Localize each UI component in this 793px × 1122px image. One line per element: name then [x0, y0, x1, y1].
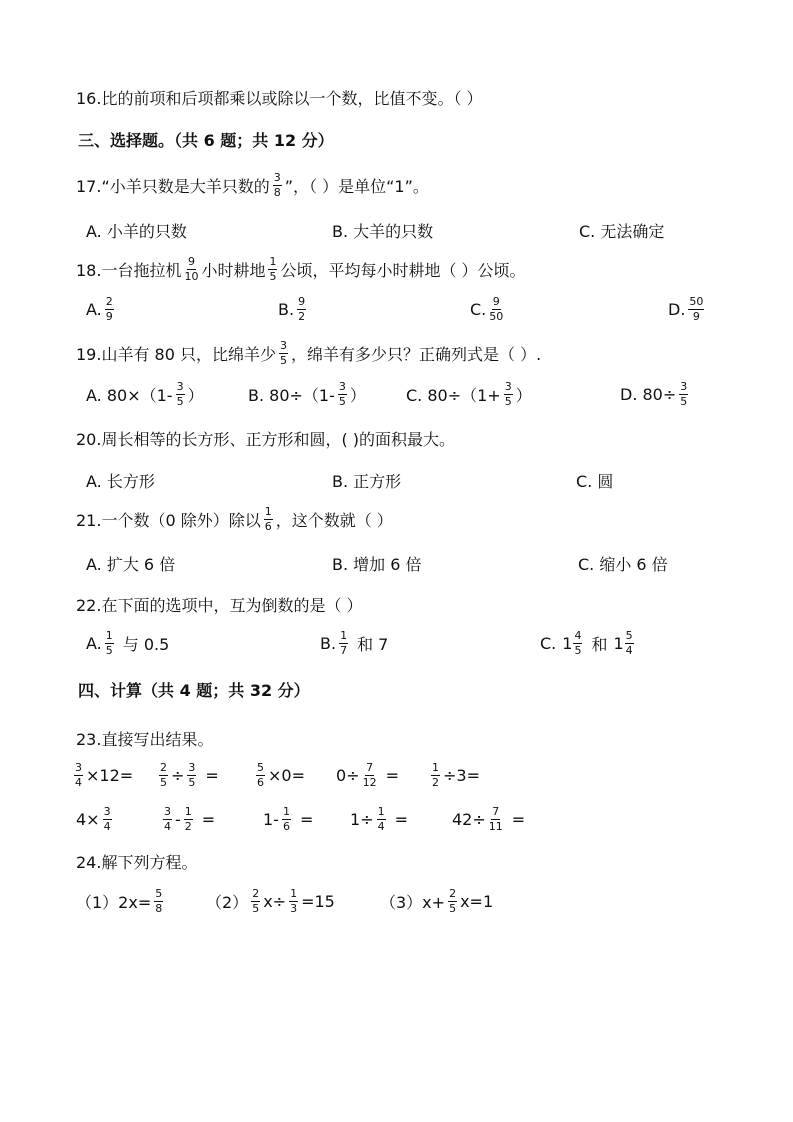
section-4-title [78, 678, 310, 701]
question-22-text: 22.在下面的选项中，互为倒数的是（ ） [76, 596, 363, 615]
option-a[interactable]: A. $\frac{2}{9}$ [86, 295, 113, 323]
question-21-stem-end: ，这个数就（ ） [275, 511, 393, 530]
option-a[interactable]: A. 小羊的只数 [86, 222, 187, 241]
question-16 [76, 86, 483, 109]
question-18-stem: 18.一台拖拉机 [76, 261, 182, 280]
option-c[interactable]: C. 1 $\frac{4}{5}$ 和 1 $\frac{5}{4}$ [540, 629, 633, 657]
question-19 [76, 340, 541, 367]
fraction: $\frac{3}{5}$ [279, 339, 287, 367]
section-3-title [78, 128, 334, 151]
option-c[interactable]: C. 缩小 6 倍 [578, 555, 668, 574]
calc-item: 4× $\frac{3}{4}$ [76, 805, 111, 833]
option-a[interactable]: A. 扩大 6 倍 [86, 555, 176, 574]
question-16-text: 16.比的前项和后项都乘以或除以一个数，比值不变。（ ） [76, 89, 483, 108]
question-19-stem: 19.山羊有 80 只，比绵羊少 [76, 345, 276, 364]
question-24-text: 24.解下列方程。 [76, 853, 198, 872]
question-19-stem-end: ，绵羊有多少只？正确列式是（ ）. [290, 345, 542, 364]
option-b[interactable]: B. $\frac{9}{2}$ [278, 295, 306, 323]
question-17 [76, 172, 429, 199]
question-18 [76, 256, 526, 283]
option-a[interactable]: A. 长方形 [86, 472, 155, 491]
question-17-stem: 17.“小羊只数是大羊只数的 [76, 177, 270, 196]
calc-item: 1- $\frac{1}{6}$ = [263, 805, 314, 833]
option-b[interactable]: B. 80÷（1- $\frac{3}{5}$ ） [248, 380, 366, 408]
option-b[interactable]: B. 正方形 [332, 472, 402, 491]
calc-item: $\frac{5}{6}$ ×0= [257, 761, 305, 789]
equation-3: （3）x+ $\frac{2}{5}$ x=1 [380, 887, 494, 915]
calc-item: $\frac{1}{2}$ ÷3= [432, 761, 480, 789]
question-18-mid: 小时耕地 [201, 261, 266, 280]
section-4-title-text: 四、计算（共 4 题；共 32 分） [78, 681, 310, 700]
question-22 [76, 593, 363, 616]
question-21-stem: 21.一个数（0 除外）除以 [76, 511, 261, 530]
calc-item: $\frac{2}{5}$ ÷ $\frac{3}{5}$ = [160, 761, 219, 789]
option-a[interactable]: A. $\frac{1}{5}$ 与 0.5 [86, 629, 170, 657]
calc-item: $\frac{3}{4}$ ×12= [75, 761, 134, 789]
calc-item: 42÷ $\frac{7}{11}$ = [452, 805, 526, 833]
option-c[interactable]: C. 80÷（1+ $\frac{3}{5}$ ） [406, 380, 532, 408]
calc-item: $\frac{3}{4}$ - $\frac{1}{2}$ = [164, 805, 216, 833]
equation-2: （2） $\frac{2}{5}$ x÷ $\frac{1}{3}$ =15 [206, 887, 335, 915]
option-d[interactable]: D. $\frac{50}{9}$ [668, 295, 704, 323]
question-23-text: 23.直接写出结果。 [76, 730, 214, 749]
question-20 [76, 427, 455, 450]
option-a[interactable]: A. 80×（1- $\frac{3}{5}$ ） [86, 380, 204, 408]
fraction: $\frac{1}{5}$ [269, 255, 277, 283]
fraction: $\frac{1}{6}$ [264, 505, 272, 533]
option-d[interactable]: D. 80÷ $\frac{3}{5}$ [620, 380, 688, 408]
option-b[interactable]: B. $\frac{1}{7}$ 和 7 [320, 629, 389, 657]
calc-item: 1÷ $\frac{1}{4}$ = [350, 805, 408, 833]
section-3-title-text: 三、选择题。（共 6 题；共 12 分） [78, 131, 334, 150]
option-c[interactable]: C. 圆 [576, 472, 614, 491]
equation-1: （1）2x= $\frac{5}{8}$ [76, 887, 163, 915]
calc-item: 0÷ $\frac{7}{12}$ = [336, 761, 399, 789]
question-21 [76, 506, 393, 533]
question-17-stem-end: ”，（ ）是单位“1”。 [284, 177, 429, 196]
question-18-stem-end: 公顷，平均每小时耕地（ ）公顷。 [280, 261, 526, 280]
option-b[interactable]: B. 增加 6 倍 [332, 555, 422, 574]
option-b[interactable]: B. 大羊的只数 [332, 222, 434, 241]
option-c[interactable]: C. 无法确定 [579, 222, 665, 241]
question-24 [76, 850, 197, 873]
option-c[interactable]: C. $\frac{9}{50}$ [470, 295, 504, 323]
question-20-text: 20.周长相等的长方形、正方形和圆，( )的面积最大。 [76, 430, 456, 449]
fraction: $\frac{9}{10}$ [184, 255, 199, 283]
fraction: $\frac{3}{8}$ [273, 171, 281, 199]
question-23 [76, 727, 213, 750]
